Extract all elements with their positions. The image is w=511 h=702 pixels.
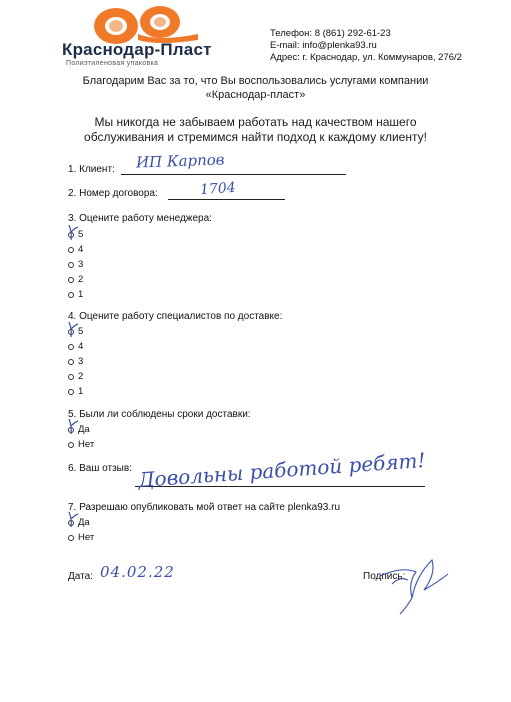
q7-label: 7. Разрешаю опубликовать мой ответ на сайте plenka93.ru (68, 502, 341, 513)
radio-icon (68, 292, 74, 298)
signature-label: Подпись: (363, 571, 406, 582)
radio-icon (68, 277, 74, 283)
q3-option-3[interactable]: 3 (68, 257, 83, 272)
q5-option-yes[interactable]: Да (68, 422, 94, 437)
contact-block (270, 28, 462, 64)
contract-line (168, 199, 285, 200)
radio-icon (68, 389, 74, 395)
email-text: E-mail: info@plenka93.ru (270, 40, 377, 51)
radio-icon (68, 247, 74, 253)
q4-option-4[interactable]: 4 (68, 339, 83, 354)
q3-label: 3. Оцените работу менеджера: (68, 213, 212, 224)
date-label: Дата: (68, 571, 93, 582)
client-value[interactable]: ИП Карпов (135, 150, 225, 172)
q4-label: 4. Оцените работу специалистов по доставке: (68, 311, 283, 322)
q4-option-5[interactable]: 5 (68, 324, 83, 339)
q4-option-3[interactable]: 3 (68, 354, 83, 369)
q7-check-mark-icon (66, 509, 80, 529)
q7-option-yes[interactable]: Да (68, 515, 94, 530)
thanks-text (0, 74, 511, 102)
signature-mark (372, 546, 454, 618)
q3-option-2[interactable]: 2 (68, 272, 83, 287)
q5-label: 5. Были ли соблюдены сроки доставки: (68, 409, 251, 420)
q7-option-no[interactable]: Нет (68, 530, 94, 545)
review-value[interactable]: Довольны работой ребят! (137, 447, 427, 493)
date-value[interactable]: 04.02.22 (100, 563, 175, 581)
radio-icon (68, 374, 74, 380)
q4-option-1[interactable]: 1 (68, 384, 83, 399)
address-text: Адрес: г. Краснодар, ул. Коммунаров, 276/2 (270, 52, 462, 63)
q4-option-2[interactable]: 2 (68, 369, 83, 384)
thanks-line-2: «Краснодар-пласт» (205, 89, 306, 101)
promise-line-1: Мы никогда не забываем работать над качеством нашего (94, 115, 417, 129)
q3-option-5[interactable]: 5 (68, 227, 83, 242)
q3-option-1[interactable]: 1 (68, 287, 83, 302)
contract-label: 2. Номер договора: (68, 188, 158, 199)
promise-line-2: обслуживания и стремимся найти подход к каждому клиенту! (84, 130, 427, 144)
radio-icon (68, 262, 74, 268)
radio-icon (68, 359, 74, 365)
promise-text (0, 115, 511, 145)
radio-icon (68, 344, 74, 350)
q3-option-4[interactable]: 4 (68, 242, 83, 257)
q3-check-mark-icon (66, 222, 80, 242)
radio-icon (68, 442, 74, 448)
q5-check-mark-icon (66, 416, 80, 436)
client-label: 1. Клиент: (68, 164, 115, 175)
company-name: Краснодар-Пласт (62, 40, 212, 59)
radio-icon (68, 535, 74, 541)
q5-option-no[interactable]: Нет (68, 437, 94, 452)
contract-value[interactable]: 1704 (199, 179, 237, 199)
company-tagline: Полиэтиленовая упаковка (66, 60, 159, 67)
phone-text: Телефон: 8 (861) 292-61-23 (270, 28, 391, 39)
client-line (121, 174, 346, 175)
q4-check-mark-icon (66, 319, 80, 339)
thanks-line-1: Благодарим Вас за то, что Вы воспользовались услугами компании (82, 75, 429, 87)
q6-label: 6. Ваш отзыв: (68, 463, 132, 474)
